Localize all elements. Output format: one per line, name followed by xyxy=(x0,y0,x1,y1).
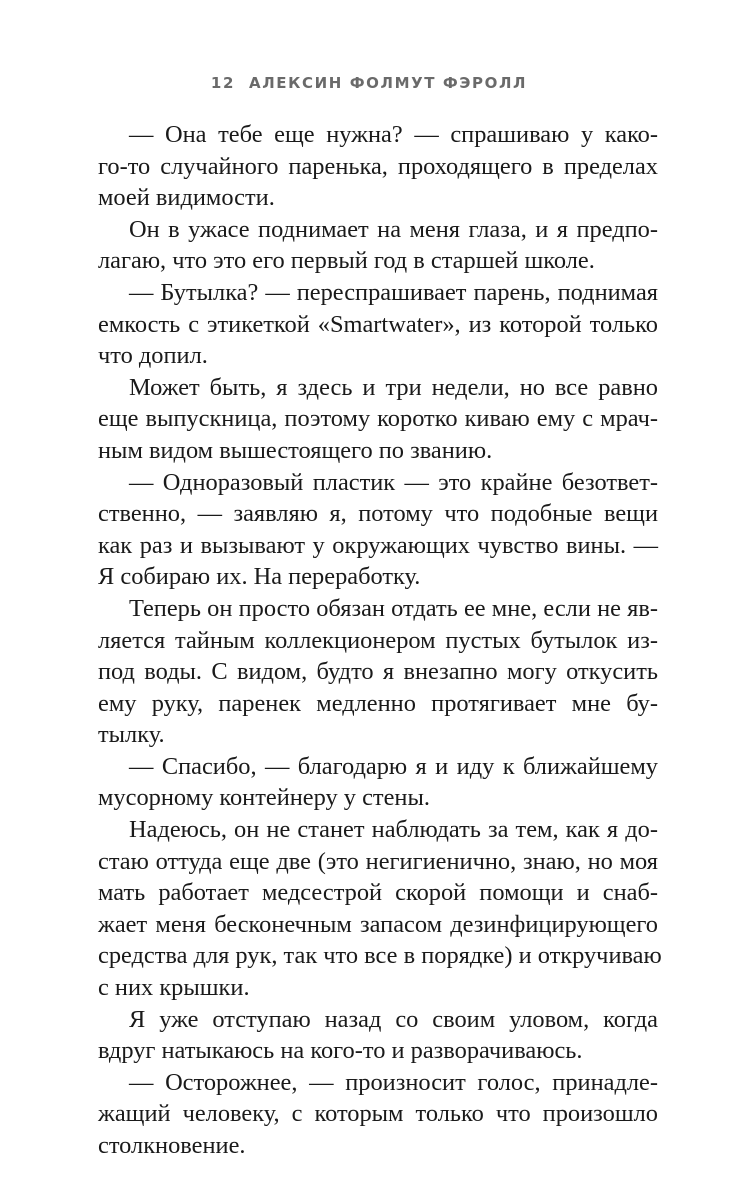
text-line: — Она тебе еще нужна? — спрашиваю у како- xyxy=(129,121,658,148)
text-line: Надеюсь, он не станет наблюдать за тем, как я до- xyxy=(129,816,658,844)
text-line: моей видимости. xyxy=(98,184,275,212)
text-line: тылку. xyxy=(98,721,165,749)
text-line: Он в ужасе поднимает на меня глаза, и я предпо- xyxy=(129,215,658,243)
text-line: лагаю, что это его первый год в старшей школе. xyxy=(98,247,595,275)
text-line: ляется тайным коллекционером пустых бутылок из- xyxy=(98,626,658,654)
text-line: столкновение. xyxy=(98,1132,246,1159)
text-line: — Бутылка? — переспрашивает парень, поднимая xyxy=(129,278,658,306)
text-line: жащий человеку, с которым только что произошло xyxy=(98,1100,658,1128)
body-text xyxy=(98,119,662,1162)
text-line: Может быть, я здесь и три недели, но все равно xyxy=(129,373,658,401)
author-names: АЛЕКСИН ФОЛМУТ ФЭРОЛЛ xyxy=(248,74,528,92)
running-header xyxy=(0,74,738,92)
text-line: — Одноразовый пластик — это крайне безответ- xyxy=(129,468,658,496)
text-line: ственно, — заявляю я, потому что подобные вещи xyxy=(98,500,658,528)
text-line: с них крышки. xyxy=(98,974,250,1002)
text-line: как раз и вызывают у окружающих чувство вины. — xyxy=(98,531,658,559)
text-line: ему руку, паренек медленно протягивает мне бу- xyxy=(98,689,658,717)
text-line: жает меня бесконечным запасом дезинфицирующего xyxy=(98,910,658,938)
text-line: что допил. xyxy=(98,342,208,370)
text-line: Теперь он просто обязан отдать ее мне, если не яв- xyxy=(129,594,658,622)
text-line: емкость с этикеткой «Smartwater», из которой только xyxy=(98,310,658,338)
text-line: ным видом вышестоящего по званию. xyxy=(98,436,493,464)
text-line: мать работает медсестрой скорой помощи и снаб- xyxy=(98,879,658,907)
text-line: Я собираю их. На переработку. xyxy=(98,563,421,591)
text-line: еще выпускница, поэтому коротко киваю ему с мрач- xyxy=(98,405,658,433)
text-line: стаю оттуда еще две (это негигиенично, знаю, но моя xyxy=(98,847,658,875)
text-line: — Спасибо, — благодарю я и иду к ближайшему xyxy=(129,752,658,780)
text-line: мусорному контейнеру у стены. xyxy=(98,784,430,812)
text-line: — Осторожнее, — произносит голос, принадле- xyxy=(129,1068,658,1096)
text-line: Я уже отступаю назад со своим уловом, когда xyxy=(129,1005,658,1033)
text-line: средства для рук, так что все в порядке) и откручиваю xyxy=(98,942,662,970)
text-line: го-то случайного паренька, проходящего в пределах xyxy=(98,152,658,180)
page-number: 12 xyxy=(210,74,235,92)
text-line: под воды. С видом, будто я внезапно могу откусить xyxy=(98,658,658,686)
text-line: вдруг натыкаюсь на кого-то и разворачиваюсь. xyxy=(98,1037,583,1065)
